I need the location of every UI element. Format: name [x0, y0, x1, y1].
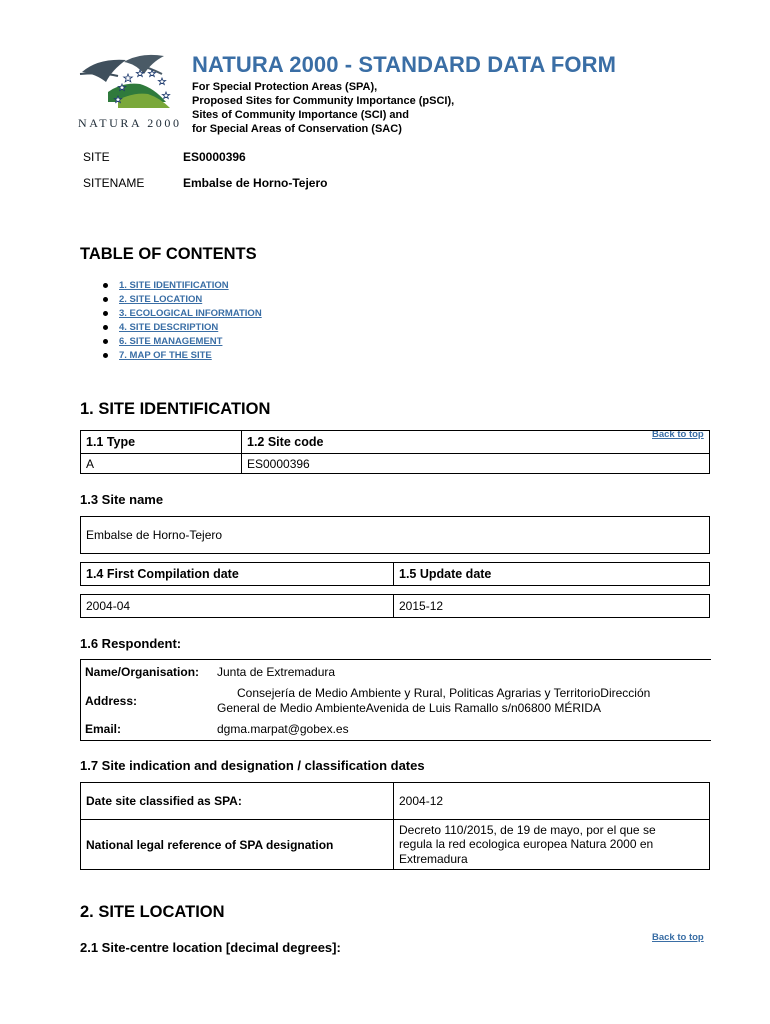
address-line: Consejería de Medio Ambiente y Rural, Politicas Agrarias y TerritorioDirección [237, 686, 651, 700]
site-code-header: 1.2 Site code [242, 431, 710, 454]
compilation-dates-value-table [80, 594, 710, 618]
type-code-table [80, 430, 710, 474]
toc-item [103, 307, 262, 321]
compilation-dates-header-table [80, 562, 710, 586]
first-compilation-header: 1.4 First Compilation date [81, 563, 394, 586]
section-1-heading: 1. SITE IDENTIFICATION [80, 400, 271, 418]
toc-item [103, 335, 262, 349]
logo-wordmark: NATURA 2000 [78, 116, 182, 130]
form-subtitle [192, 80, 454, 136]
subtitle-line: Sites of Community Importance (SCI) and [192, 109, 409, 121]
legal-reference-line: Decreto 110/2015, de 19 de mayo, por el que se [399, 822, 656, 837]
site-label: SITE [83, 150, 110, 164]
legal-reference-line: Extremadura [399, 851, 468, 866]
site-centre-location-heading: 2.1 Site-centre location [decimal degrees]: [80, 940, 341, 955]
respondent-address-label: Address: [85, 694, 138, 708]
sitename-label: SITENAME [83, 176, 145, 190]
site-code-value: ES0000396 [183, 150, 246, 164]
respondent-name-label: Name/Organisation: [85, 665, 200, 679]
first-compilation-value: 2004-04 [81, 595, 394, 618]
site-name-value: Embalse de Horno-Tejero [81, 517, 710, 554]
back-to-top-link[interactable]: Back to top [652, 429, 704, 440]
form-title: NATURA 2000 - STANDARD DATA FORM [192, 52, 617, 77]
respondent-name-value: Junta de Extremadura [217, 665, 336, 679]
toc-item [103, 321, 262, 335]
site-code-cell: ES0000396 [242, 454, 710, 474]
natura-2000-logo [78, 48, 184, 134]
designation-table [80, 782, 710, 870]
type-value: A [81, 454, 242, 474]
legal-reference-value [394, 820, 710, 870]
toc-item [103, 349, 262, 363]
legal-reference-line: regula la red ecologica europea Natura 2000 en [399, 837, 654, 852]
toc-link-site-identification[interactable]: 1. SITE IDENTIFICATION [119, 280, 229, 291]
spa-date-value: 2004-12 [394, 783, 710, 820]
sitename-value: Embalse de Horno-Tejero [183, 176, 328, 190]
site-name-table [80, 516, 710, 554]
toc-item [103, 279, 262, 293]
respondent-email-label: Email: [85, 722, 122, 736]
section-2-heading: 2. SITE LOCATION [80, 903, 225, 921]
subtitle-line: Proposed Sites for Community Importance (pSCI), [192, 95, 455, 107]
designation-heading: 1.7 Site indication and designation / classification dates [80, 758, 425, 773]
toc-link-site-description[interactable]: 4. SITE DESCRIPTION [119, 322, 219, 334]
back-to-top-link[interactable]: Back to top [652, 932, 704, 943]
respondent-address-value [217, 686, 650, 716]
toc-link-ecological-information[interactable]: 3. ECOLOGICAL INFORMATION [119, 308, 262, 320]
update-date-value: 2015-12 [394, 595, 710, 618]
birds-and-stars-emblem-icon [78, 48, 184, 116]
toc-link-map-of-the-site[interactable]: 7. MAP OF THE SITE [119, 350, 212, 362]
respondent-heading: 1.6 Respondent: [80, 636, 182, 651]
subtitle-line: For Special Protection Areas (SPA), [192, 81, 378, 93]
respondent-email-value: dgma.marpat@gobex.es [217, 722, 349, 736]
address-line: General de Medio AmbienteAvenida de Luis Ramallo s/n06800 MÉRIDA [217, 701, 601, 715]
legal-reference-label: National legal reference of SPA designation [81, 820, 394, 870]
spa-date-label: Date site classified as SPA: [81, 783, 394, 820]
toc-list [103, 279, 262, 364]
toc-item [103, 293, 262, 307]
subtitle-line: for Special Areas of Conservation (SAC) [192, 123, 402, 135]
respondent-box [80, 659, 711, 741]
type-header: 1.1 Type [81, 431, 242, 454]
site-name-heading: 1.3 Site name [80, 492, 164, 507]
toc-link-site-location[interactable]: 2. SITE LOCATION [119, 294, 203, 306]
toc-link-site-management[interactable]: 6. SITE MANAGEMENT [119, 336, 223, 348]
toc-heading: TABLE OF CONTENTS [80, 245, 257, 263]
update-date-header: 1.5 Update date [394, 563, 710, 586]
